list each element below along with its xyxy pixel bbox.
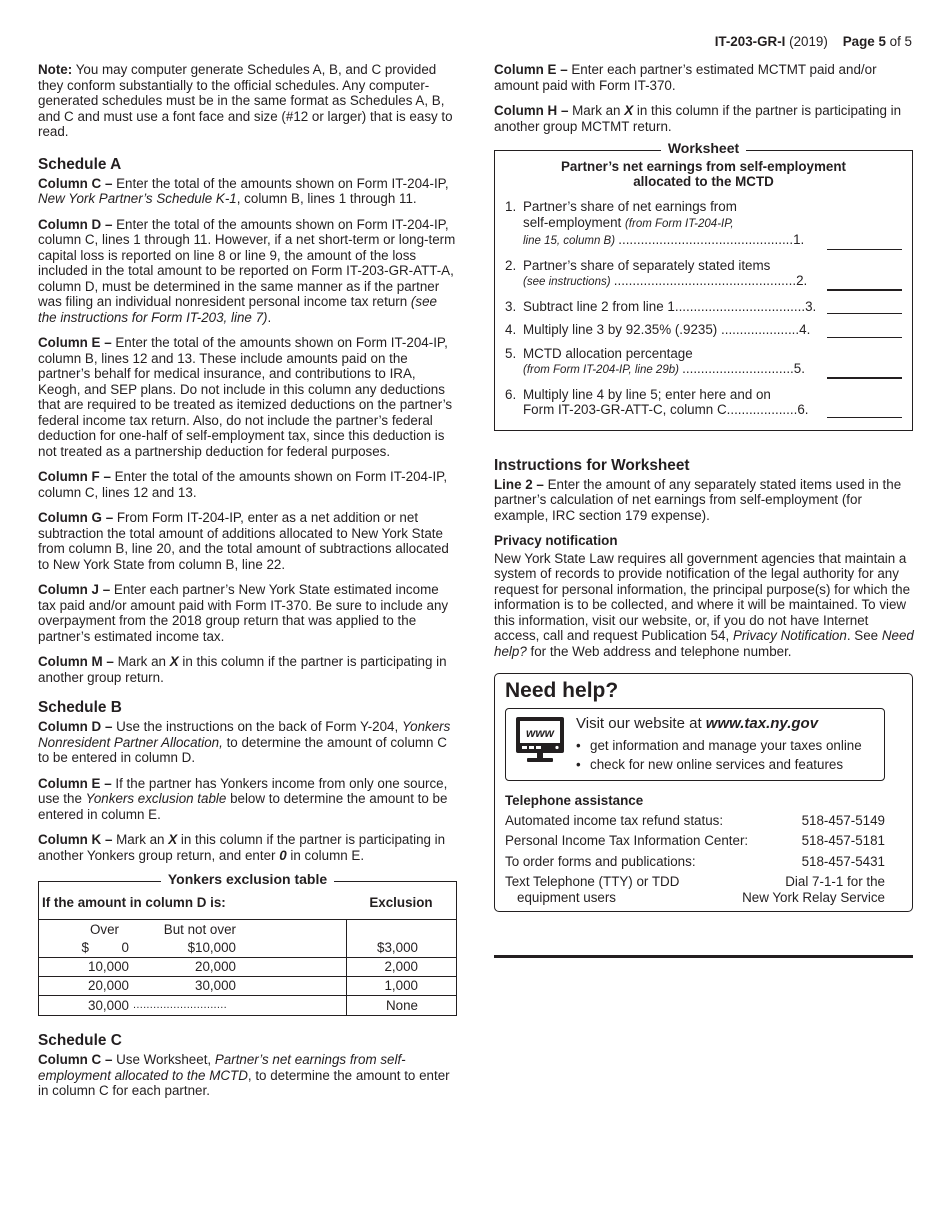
schedule-c-heading: Schedule C — [38, 1032, 122, 1049]
worksheet-instructions-heading: Instructions for Worksheet — [494, 456, 690, 474]
schedule-a-column-f: Column F – Enter the total of the amounts shown on Form IT-204-IP, column C, lines 12 and 13. — [38, 469, 448, 500]
yonkers-header-exclusion: Exclusion — [369, 894, 433, 910]
phone-number: 518-457-5181 — [801, 833, 885, 848]
list-item: • get information and manage your taxes online — [576, 738, 862, 753]
phone-row-tty — [505, 874, 885, 905]
list-item: • check for new online services and features — [576, 757, 844, 772]
worksheet-line-3: 3. Subtract line 2 from line 1...................................3. — [505, 299, 902, 315]
worksheet-line-1: 1. Partner’s share of net earnings from self-employment (from Form IT-204-IP, line 15, column B) ...............................................1. — [505, 199, 902, 250]
page-header — [715, 34, 912, 50]
bottom-divider — [494, 955, 913, 958]
worksheet-line-2: 2. Partner’s share of separately stated items (see instructions) .................................................2. — [505, 258, 902, 291]
table-row — [39, 958, 456, 977]
not-over-value: 20,000 — [195, 959, 236, 975]
page-label: Page — [842, 34, 875, 49]
not-over-value: 30,000 — [195, 978, 236, 994]
website-box — [505, 708, 885, 781]
yonkers-table-title: Yonkers exclusion table — [161, 871, 334, 887]
dot-leader: ............................ — [133, 998, 227, 1011]
schedule-b-column-e: Column E – If the partner has Yonkers income from only one source, use the Yonkers exclusion table below to determine the amount to be entered in column E. — [38, 775, 448, 822]
schedule-a-column-d: Column D – Enter the total of the amounts shown on Form IT-204-IP, column C, lines 1 through 11. However, if a net short-term or long-term capital loss is reported on line 8 or line 9, the amount of the loss included in the total amount to be reported on Form IT-203-GR-ATT-A, column D, must be determined in the same manner as if the partner was filing an individual nonresident personal income tax return (see the instructions for Form IT-203, line 7). — [38, 216, 456, 325]
need-help-box — [494, 673, 913, 912]
right-column — [494, 62, 914, 912]
worksheet-line-6: 6. Multiply line 4 by line 5; enter here and on Form IT-203-GR-ATT-C, column C...................6. — [505, 387, 902, 418]
schedule-b-column-d: Column D – Use the instructions on the back of Form Y-204, Yonkers Nonresident Partner Allocation, to determine the amount of column C to be entered in column D. — [38, 719, 451, 765]
worksheet-box — [494, 140, 913, 431]
phone-number: 518-457-5149 — [801, 812, 885, 828]
dollar-sign: $ — [81, 939, 89, 955]
worksheet-line-2-input[interactable] — [827, 277, 902, 291]
worksheet-line-1-input[interactable] — [827, 236, 902, 250]
worksheet-line-6-input[interactable] — [827, 404, 902, 418]
over-value: 20,000 — [88, 978, 129, 994]
yonkers-exclusion-table — [38, 871, 457, 1016]
yonkers-subheader-not-over: But not over — [163, 921, 236, 937]
yonkers-subheader-over: Over — [89, 921, 119, 937]
left-column — [38, 62, 458, 1109]
phone-row — [505, 854, 885, 870]
website-link[interactable]: www.tax.ny.gov — [705, 715, 819, 732]
privacy-paragraph: New York State Law requires all government agencies that maintain a system of records to provide notification of the legal authority for any request for personal information, the principal purpose(s) for which the information is to be collected, and where it will be maintained. To view this information, visit our website, or, if you do not have Internet access, call and request Publication 54, Privacy Notification. See Need help? for the Web address and telephone number. — [494, 550, 914, 659]
phone-number: 518-457-5431 — [801, 853, 885, 869]
phone-row — [505, 813, 885, 829]
over-value: 0 — [121, 939, 129, 955]
form-id: IT-203-GR-I — [714, 34, 786, 49]
telephone-assistance-heading: Telephone assistance — [505, 793, 644, 808]
visit-website-text: Visit our website at www.tax.ny.gov — [576, 715, 819, 732]
privacy-heading: Privacy notification — [494, 533, 618, 548]
schedule-a-column-m: Column M – Mark an X in this column if the partner is participating in another group return. — [38, 654, 447, 685]
schedule-a-heading: Schedule A — [38, 155, 122, 173]
note-paragraph: Note: You may computer generate Schedules A, B, and C provided they conform substantially to the official schedules. Any computer-generated schedules must be in the same format as Schedules A, B, and C and must use a font face and size (#12 or larger) that is easy to read. — [38, 62, 453, 139]
over-value: 10,000 — [88, 959, 129, 975]
page-number: 5 — [878, 34, 886, 49]
phone-label: Automated income tax refund status: — [505, 812, 724, 828]
schedule-b-column-k: Column K – Mark an X in this column if the partner is participating in another Yonkers group return, and enter 0 in column E. — [38, 832, 446, 863]
exclusion-value: None — [385, 997, 418, 1013]
form-year: (2019) — [789, 34, 828, 49]
exclusion-value: $3,000 — [377, 939, 418, 955]
exclusion-value: 1,000 — [384, 978, 418, 994]
schedule-b-heading: Schedule B — [38, 699, 122, 716]
need-help-heading: Need help? — [505, 679, 619, 702]
mctmt-column-e: Column E – Enter each partner’s estimated MCTMT paid and/or amount paid with Form IT-370. — [494, 62, 877, 93]
schedule-a-column-j: Column J – Enter each partner’s New York State estimated income tax paid and/or amount paid with Form IT-370. Be sure to include any overpayment from the 2018 group return that was applied to the partner’s estimated income tax. — [38, 582, 449, 644]
schedule-a-column-e: Column E – Enter the total of the amounts shown on Form IT-204-IP, column B, lines 12 and 13. These include amounts paid on the partner’s behalf for medical insurance, and contributions to IRA, Keogh, and SEP plans. Do not include in this column any deductions that are required to be treated as itemized deductions on the partner’s federal income tax return. Also, do not include the partner’s federal deduction for one-half of self-employment tax, since this deduction is not treated as a partnership deduction for federal purposes. — [38, 335, 453, 459]
table-row — [39, 920, 456, 958]
page-total: of 5 — [889, 34, 912, 49]
worksheet-title: Worksheet — [661, 140, 746, 156]
worksheet-line-5-input[interactable] — [827, 365, 902, 379]
worksheet-line-5: 5. MCTD allocation percentage (from Form IT-204-IP, line 29b) ..............................5. — [505, 346, 902, 379]
exclusion-value: 2,000 — [384, 959, 418, 975]
phone-label: To order forms and publications: — [505, 853, 696, 869]
worksheet-instructions-line-2: Line 2 – Enter the amount of any separately stated items used in the partner’s calculation of net earnings from self-employment (for example, IRC section 179 expense). — [494, 476, 902, 523]
worksheet-line-4-input[interactable] — [827, 324, 902, 338]
monitor-www-icon — [514, 715, 566, 774]
worksheet-line-4: 4. Multiply line 3 by 92.35% (.9235) .....................4. — [505, 322, 902, 338]
schedule-a-column-g: Column G – From Form IT-204-IP, enter as a net addition or net subtraction the total amount of additions allocated to New York State from column B, line 20, and the total amount of subtractions allocated to New York State from column B, line 22. — [38, 510, 449, 572]
not-over-value: $10,000 — [187, 939, 236, 955]
over-value: 30,000 — [88, 997, 129, 1013]
phone-label: Text Telephone (TTY) or TDD equipment users — [505, 874, 680, 905]
phone-row — [505, 833, 885, 849]
phone-label: Personal Income Tax Information Center: — [505, 833, 749, 848]
worksheet-subtitle: Partner’s net earnings from self-employment allocated to the MCTD — [561, 159, 846, 189]
phone-number: Dial 7-1-1 for the New York Relay Service — [742, 874, 885, 905]
worksheet-line-3-input[interactable] — [827, 300, 902, 314]
table-row — [39, 996, 456, 1015]
mctmt-column-h: Column H – Mark an X in this column if the partner is participating in another group MCTMT return. — [494, 103, 902, 134]
yonkers-table-header — [39, 882, 456, 920]
schedule-c-column-c: Column C – Use Worksheet, Partner’s net earnings from self-employment allocated to the MCTD, to determine the amount to enter in column C for each partner. — [38, 1052, 450, 1098]
table-row — [39, 977, 456, 996]
schedule-a-column-c: Column C – Enter the total of the amounts shown on Form IT-204-IP, New York Partner’s Schedule K-1, column B, lines 1 through 11. — [38, 175, 449, 206]
monitor-www-text: www — [525, 726, 555, 740]
yonkers-header-amount: If the amount in column D is: — [42, 894, 226, 910]
